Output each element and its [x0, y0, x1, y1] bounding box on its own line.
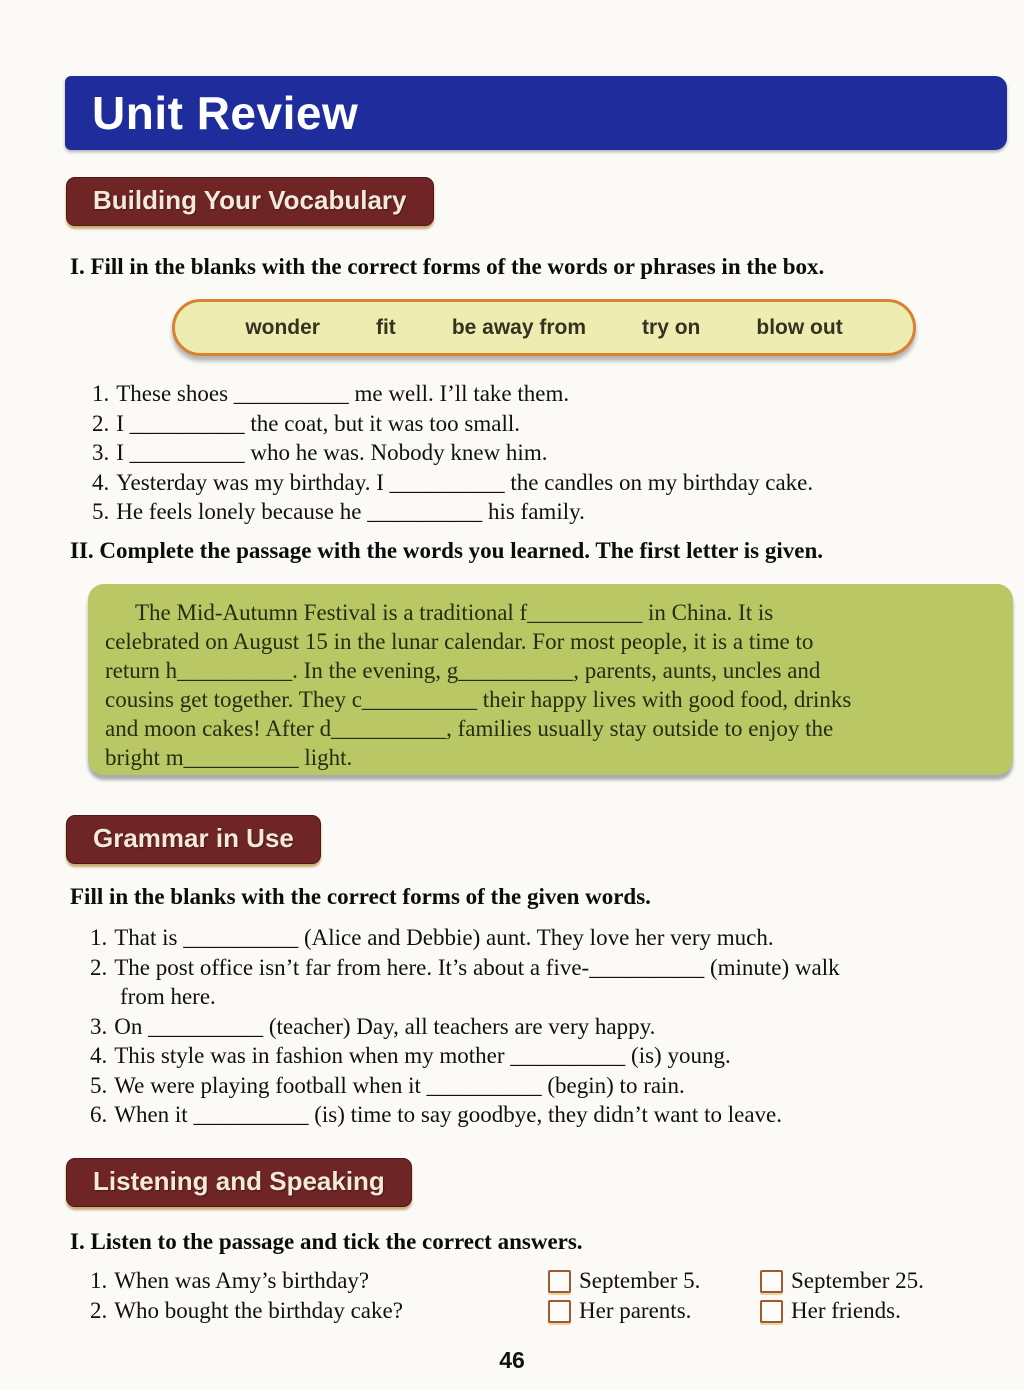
- word-item: blow out: [756, 315, 843, 339]
- item-number: 2.: [90, 954, 108, 980]
- grammar-item: [90, 953, 840, 983]
- answer-option: [548, 1296, 760, 1326]
- answer-checkbox[interactable]: [548, 1270, 571, 1293]
- option-label: Her friends.: [791, 1298, 901, 1323]
- item-text: When it __________ (is) time to say goodbye, they didn’t want to leave.: [114, 1102, 782, 1127]
- passage-line: celebrated on August 15 in the lunar calendar. For most people, it is a time to: [105, 629, 814, 654]
- vocab-item: [92, 409, 813, 439]
- vocab-task2-instruction: II. Complete the passage with the words you learned. The first letter is given.: [70, 538, 823, 563]
- passage-line: bright m__________ light.: [105, 745, 353, 770]
- word-item: be away from: [451, 315, 587, 339]
- word-item: fit: [375, 315, 396, 339]
- item-text: That is __________ (Alice and Debbie) aunt. They love her very much.: [114, 925, 774, 950]
- item-text: I __________ the coat, but it was too small.: [116, 410, 520, 436]
- answer-checkbox[interactable]: [760, 1300, 783, 1323]
- listening-row: [90, 1266, 924, 1296]
- item-number: 2.: [92, 410, 110, 436]
- passage-box: [88, 584, 1013, 775]
- answer-checkbox[interactable]: [760, 1270, 783, 1293]
- item-text: Yesterday was my birthday. I __________ the candles on my birthday cake.: [116, 469, 814, 495]
- listening-row: [90, 1296, 924, 1326]
- item-number: 1.: [90, 925, 108, 950]
- passage-line: return h__________. In the evening, g__________, parents, aunts, uncles and: [105, 658, 821, 683]
- passage-line: The Mid-Autumn Festival is a traditional f__________ in China. It is: [135, 600, 774, 625]
- item-text: We were playing football when it __________ (begin) to rain.: [114, 1072, 685, 1098]
- vocab-task1-instruction: I. Fill in the blanks with the correct forms of the words or phrases in the box.: [70, 254, 825, 279]
- word-item: wonder: [245, 315, 320, 339]
- item-number: 6.: [90, 1102, 108, 1127]
- answer-checkbox[interactable]: [548, 1300, 571, 1323]
- item-text: I __________ who he was. Nobody knew him.: [116, 440, 548, 465]
- item-text: He feels lonely because he __________ his family.: [116, 499, 585, 524]
- listening-instruction: I. Listen to the passage and tick the correct answers.: [70, 1229, 583, 1254]
- item-text: These shoes __________ me well. I’ll take them.: [116, 381, 570, 406]
- section-banner-grammar: Grammar in Use: [66, 815, 321, 864]
- item-number: 3.: [90, 1013, 108, 1039]
- section-banner-listening: Listening and Speaking: [66, 1158, 412, 1207]
- listening-question-list: [90, 1266, 924, 1326]
- vocab-item: [92, 468, 813, 498]
- unit-review-banner: [65, 76, 1007, 150]
- question-text: When was Amy’s birthday?: [114, 1268, 370, 1293]
- grammar-item: [90, 1071, 840, 1101]
- item-text: On __________ (teacher) Day, all teachers are very happy.: [114, 1013, 656, 1039]
- vocab-item: [92, 379, 813, 409]
- vocab-item: [92, 438, 813, 468]
- item-number: 4.: [90, 1043, 108, 1068]
- item-number: 1.: [92, 381, 110, 406]
- grammar-item: [90, 1100, 840, 1130]
- item-number: 5.: [90, 1072, 108, 1098]
- item-number: 1.: [90, 1268, 108, 1293]
- option-label: Her parents.: [579, 1298, 692, 1323]
- word-item: try on: [642, 315, 701, 339]
- grammar-item-continuation: [90, 982, 840, 1012]
- answer-option: [548, 1266, 760, 1296]
- item-number: 4.: [92, 469, 110, 495]
- grammar-instruction: Fill in the blanks with the correct forms of the given words.: [70, 884, 651, 909]
- item-text: from here.: [120, 984, 216, 1009]
- vocab-item-list: [92, 379, 813, 527]
- answer-option: [760, 1296, 924, 1326]
- listening-question: [90, 1266, 548, 1296]
- question-text: Who bought the birthday cake?: [114, 1298, 403, 1323]
- item-text: The post office isn’t far from here. It’s about a five-__________ (minute) walk: [114, 954, 840, 980]
- item-number: 3.: [92, 440, 110, 465]
- option-label: September 25.: [791, 1268, 924, 1293]
- page-title: Unit Review: [92, 87, 359, 139]
- item-text: This style was in fashion when my mother __________ (is) young.: [114, 1043, 731, 1068]
- vocab-item: [92, 497, 813, 527]
- grammar-item: [90, 923, 840, 953]
- passage-line: cousins get together. They c__________ their happy lives with good food, drinks: [105, 687, 852, 712]
- passage-line: and moon cakes! After d__________, families usually stay outside to enjoy the: [105, 716, 834, 741]
- grammar-item: [90, 1012, 840, 1042]
- item-number: 2.: [90, 1298, 108, 1323]
- answer-option: [760, 1266, 924, 1296]
- word-box: [172, 299, 916, 356]
- grammar-item-list: [90, 923, 840, 1130]
- page-number: 46: [499, 1347, 525, 1373]
- grammar-item: [90, 1041, 840, 1071]
- section-banner-vocabulary: Building Your Vocabulary: [66, 177, 434, 226]
- item-number: 5.: [92, 499, 110, 524]
- option-label: September 5.: [579, 1268, 701, 1293]
- listening-question: [90, 1296, 548, 1326]
